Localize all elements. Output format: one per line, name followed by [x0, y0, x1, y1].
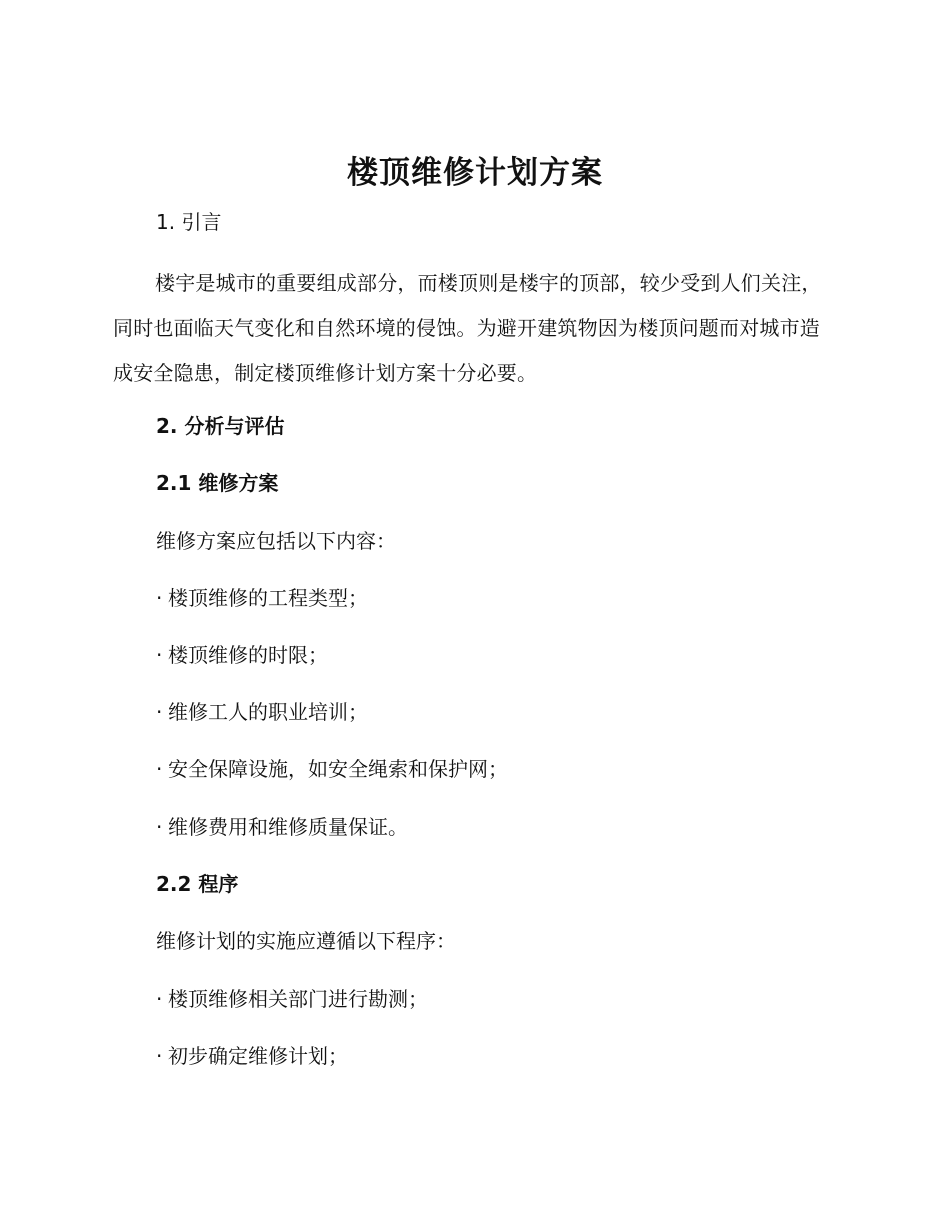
bullet-icon: · [156, 586, 163, 610]
list-item [156, 813, 408, 841]
list-item-text: 楼顶维修的工程类型； [168, 586, 368, 610]
list-item [156, 698, 368, 726]
list-item [156, 1042, 348, 1070]
list-item-text: 维修费用和维修质量保证。 [168, 815, 408, 839]
list-item [156, 985, 428, 1013]
list-item-text: 楼顶维修相关部门进行勘测； [168, 987, 428, 1011]
list-item-text: 初步确定维修计划； [168, 1044, 348, 1068]
introduction-paragraph: 楼宇是城市的重要组成部分，而楼顶则是楼宇的顶部，较少受到人们关注，同时也面临天气变化和自然环境的侵蚀。为避开建筑物因为楼顶问题而对城市造成安全隐患，制定楼顶维修计划方案十分必要。 [113, 271, 822, 385]
bullet-icon: · [156, 1044, 163, 1068]
subsection-heading-procedure: 2.2 程序 [156, 872, 239, 896]
subsection-heading-repair-plan: 2.1 维修方案 [156, 471, 279, 495]
repair-plan-intro: 维修方案应包括以下内容： [156, 529, 396, 553]
list-item [156, 641, 328, 669]
bullet-icon: · [156, 643, 163, 667]
list-item-text: 安全保障设施，如安全绳索和保护网； [168, 757, 508, 781]
bullet-icon: · [156, 757, 163, 781]
procedure-intro: 维修计划的实施应遵循以下程序： [156, 929, 456, 953]
section-heading-analysis: 2. 分析与评估 [156, 414, 285, 438]
list-item-text: 维修工人的职业培训； [168, 700, 368, 724]
bullet-icon: · [156, 987, 163, 1011]
document-title: 楼顶维修计划方案 [347, 155, 603, 191]
list-item-text: 楼顶维修的时限； [168, 643, 328, 667]
bullet-icon: · [156, 700, 163, 724]
list-item [156, 584, 368, 612]
section-heading-introduction: 1. 引言 [156, 210, 222, 234]
list-item [156, 755, 508, 783]
bullet-icon: · [156, 815, 163, 839]
